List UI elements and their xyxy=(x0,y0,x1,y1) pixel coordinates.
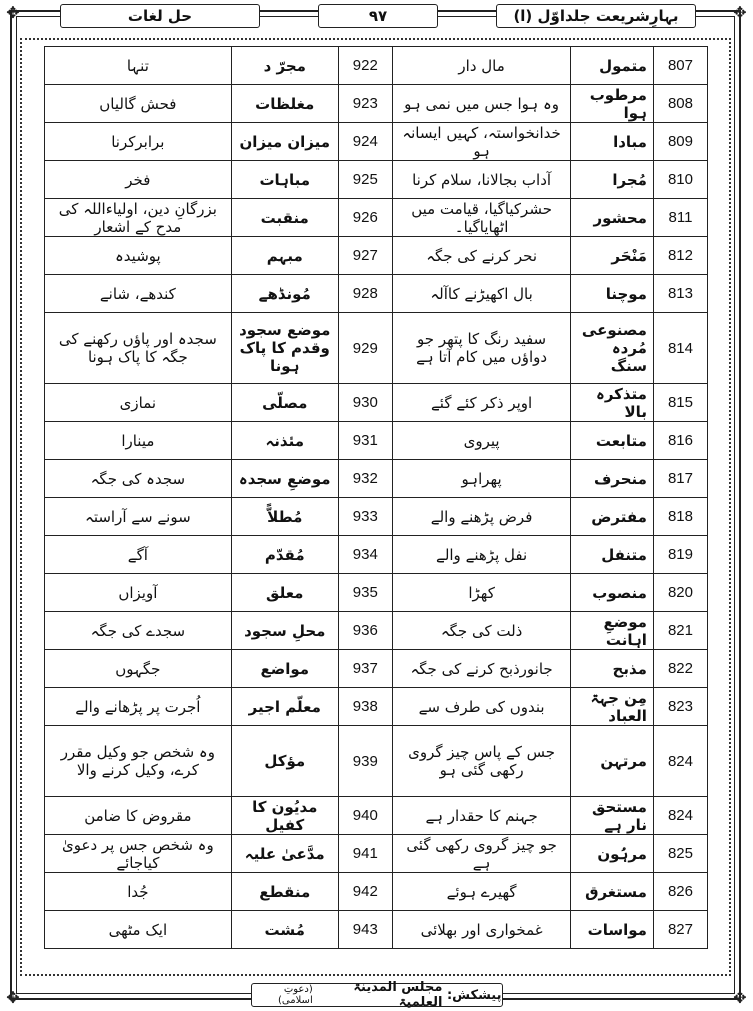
entry-number: 827 xyxy=(653,911,707,949)
entry-number: 930 xyxy=(338,384,392,422)
table-row xyxy=(45,161,708,199)
entry-meaning: اُجرت پر پڑھانے والے xyxy=(45,688,232,726)
entry-number: 925 xyxy=(338,161,392,199)
entry-word: مبادا xyxy=(571,123,654,161)
entry-number: 940 xyxy=(338,797,392,835)
table-row xyxy=(45,313,708,384)
entry-meaning: گھیرے ہوئے xyxy=(392,873,571,911)
table-row xyxy=(45,237,708,275)
table-row xyxy=(45,199,708,237)
entry-word: منحرف xyxy=(571,460,654,498)
entry-meaning: کھڑا xyxy=(392,574,571,612)
entry-meaning: جُدا xyxy=(45,873,232,911)
book-title: بہارِشریعت جلداوّل (ا) xyxy=(496,4,696,28)
entry-number: 943 xyxy=(338,911,392,949)
entry-number: 824 xyxy=(653,726,707,797)
entry-number: 807 xyxy=(653,47,707,85)
entry-meaning: نحر کرنے کی جگہ xyxy=(392,237,571,275)
entry-number: 821 xyxy=(653,612,707,650)
footer-label: پیشکش: xyxy=(446,987,502,1003)
entry-word: مُشت xyxy=(231,911,338,949)
entry-meaning: مقروض کا ضامن xyxy=(45,797,232,835)
entry-word: مغلظات xyxy=(231,85,338,123)
entry-word: موضعِ سجدہ xyxy=(231,460,338,498)
entry-number: 815 xyxy=(653,384,707,422)
entry-meaning: بال اکھیڑنے کاآلہ xyxy=(392,275,571,313)
table-row xyxy=(45,797,708,835)
entry-number: 818 xyxy=(653,498,707,536)
entry-number: 929 xyxy=(338,313,392,384)
entry-number: 812 xyxy=(653,237,707,275)
entry-word: متمول xyxy=(571,47,654,85)
entry-number: 937 xyxy=(338,650,392,688)
entry-meaning: وہ ہوا جس میں نمی ہو xyxy=(392,85,571,123)
page-header xyxy=(60,2,696,30)
entry-word: مباہات xyxy=(231,161,338,199)
entry-number: 813 xyxy=(653,275,707,313)
entry-word: مذبح xyxy=(571,650,654,688)
entry-word: مصنوعی مُردہ سنگ xyxy=(571,313,654,384)
entry-meaning: آگے xyxy=(45,536,232,574)
entry-meaning: جگہوں xyxy=(45,650,232,688)
entry-word: مجرّ د xyxy=(231,47,338,85)
entry-number: 823 xyxy=(653,688,707,726)
entry-number: 922 xyxy=(338,47,392,85)
entry-meaning: پھراہو xyxy=(392,460,571,498)
entry-number: 942 xyxy=(338,873,392,911)
entry-meaning: آویزاں xyxy=(45,574,232,612)
entry-word: مصلّی xyxy=(231,384,338,422)
entry-meaning: برابرکرنا xyxy=(45,123,232,161)
entry-word: مرہُون xyxy=(571,835,654,873)
entry-number: 819 xyxy=(653,536,707,574)
table-row xyxy=(45,688,708,726)
entry-word: منقبت xyxy=(231,199,338,237)
entry-word: مُقدّم xyxy=(231,536,338,574)
entry-meaning: ایک مٹھی xyxy=(45,911,232,949)
table-row xyxy=(45,574,708,612)
corner-ornament-icon: ✥ xyxy=(733,988,747,1007)
entry-word: مُجرا xyxy=(571,161,654,199)
entry-number: 938 xyxy=(338,688,392,726)
entry-number: 941 xyxy=(338,835,392,873)
entry-number: 927 xyxy=(338,237,392,275)
entry-meaning: غمخواری اور بھلائی xyxy=(392,911,571,949)
table-row xyxy=(45,275,708,313)
entry-number: 820 xyxy=(653,574,707,612)
entry-meaning: فرض پڑھنے والے xyxy=(392,498,571,536)
entry-number: 928 xyxy=(338,275,392,313)
entry-number: 934 xyxy=(338,536,392,574)
entry-word: موضعِ اہانت xyxy=(571,612,654,650)
entry-number: 924 xyxy=(338,123,392,161)
table-row xyxy=(45,650,708,688)
entry-word: مُطلاًّ xyxy=(231,498,338,536)
entry-meaning: کندھے، شانے xyxy=(45,275,232,313)
entry-meaning: جہنم کا حقدار ہے xyxy=(392,797,571,835)
corner-ornament-icon: ✥ xyxy=(6,988,20,1007)
entry-meaning: نفل پڑھنے والے xyxy=(392,536,571,574)
entry-word: میزان میزان xyxy=(231,123,338,161)
entry-word: مفترض xyxy=(571,498,654,536)
entry-meaning: حشرکیاگیا، قیامت میں اٹھایاگیا۔ xyxy=(392,199,571,237)
entry-number: 923 xyxy=(338,85,392,123)
entry-word: متنفل xyxy=(571,536,654,574)
entry-word: معلق xyxy=(231,574,338,612)
table-row xyxy=(45,536,708,574)
entry-word: مؤکل xyxy=(231,726,338,797)
entry-meaning: پوشیدہ xyxy=(45,237,232,275)
entry-number: 811 xyxy=(653,199,707,237)
entry-word: مرطوب ہوا xyxy=(571,85,654,123)
entry-number: 926 xyxy=(338,199,392,237)
entry-word: منقطع xyxy=(231,873,338,911)
entry-number: 822 xyxy=(653,650,707,688)
entry-word: مواسات xyxy=(571,911,654,949)
entry-meaning: جانورذبح کرنے کی جگہ xyxy=(392,650,571,688)
entry-number: 810 xyxy=(653,161,707,199)
table-row xyxy=(45,612,708,650)
publisher-footer xyxy=(251,980,503,1010)
entry-meaning: ذلت کی جگہ xyxy=(392,612,571,650)
entry-meaning: بندوں کی طرف سے xyxy=(392,688,571,726)
table-row xyxy=(45,460,708,498)
table-row xyxy=(45,422,708,460)
entry-number: 809 xyxy=(653,123,707,161)
section-title: حل لغات xyxy=(60,4,260,28)
entry-number: 825 xyxy=(653,835,707,873)
entry-word: مدیُون کا کفیل xyxy=(231,797,338,835)
entry-word: محلِ سجود xyxy=(231,612,338,650)
entry-meaning: آداب بجالانا، سلام کرنا xyxy=(392,161,571,199)
entry-meaning: تنہا xyxy=(45,47,232,85)
entry-meaning: سفید رنگ کا پتھر جو دواؤں میں کام آتا ہے xyxy=(392,313,571,384)
footer-publisher: مجلس المدینۃ العلمیۃ xyxy=(353,980,443,1010)
table-row xyxy=(45,835,708,873)
entry-meaning: فخر xyxy=(45,161,232,199)
entry-number: 824 xyxy=(653,797,707,835)
entry-meaning: فحش گالیاں xyxy=(45,85,232,123)
entry-word: مِن جہۃ العباد xyxy=(571,688,654,726)
entry-number: 931 xyxy=(338,422,392,460)
entry-word: مدَّعیٰ علیہ xyxy=(231,835,338,873)
entry-meaning: اوپر ذکر کئے گئے xyxy=(392,384,571,422)
table-row xyxy=(45,123,708,161)
table-row xyxy=(45,726,708,797)
entry-word: مستغرق xyxy=(571,873,654,911)
entry-meaning: وہ شخص جو وکیل مقرر کرے، وکیل کرنے والا xyxy=(45,726,232,797)
glossary-table xyxy=(44,46,708,949)
entry-meaning: سونے سے آراستہ xyxy=(45,498,232,536)
table-row xyxy=(45,85,708,123)
entry-word: مرتہن xyxy=(571,726,654,797)
footer-sub: (دعوتِ اسلامی) xyxy=(278,984,313,1006)
entry-meaning: بزرگانِ دین، اولیاءاللہ کی مدح کے اشعار xyxy=(45,199,232,237)
entry-meaning: وہ شخص جس پر دعویٰ کیاجائے xyxy=(45,835,232,873)
entry-number: 817 xyxy=(653,460,707,498)
entry-meaning: مال دار xyxy=(392,47,571,85)
corner-ornament-icon: ✥ xyxy=(6,3,20,22)
entry-number: 826 xyxy=(653,873,707,911)
entry-number: 932 xyxy=(338,460,392,498)
table-row xyxy=(45,384,708,422)
entry-word: مئذنہ xyxy=(231,422,338,460)
entry-number: 933 xyxy=(338,498,392,536)
entry-word: منصوب xyxy=(571,574,654,612)
corner-ornament-icon: ✥ xyxy=(733,3,747,22)
entry-word: معلّم اجیر xyxy=(231,688,338,726)
entry-word: مستحق نار ہے xyxy=(571,797,654,835)
entry-word: موچنا xyxy=(571,275,654,313)
entry-number: 814 xyxy=(653,313,707,384)
entry-number: 808 xyxy=(653,85,707,123)
entry-word: مُونڈھے xyxy=(231,275,338,313)
entry-number: 816 xyxy=(653,422,707,460)
entry-meaning: سجدہ کی جگہ xyxy=(45,460,232,498)
entry-word: متابعت xyxy=(571,422,654,460)
entry-number: 939 xyxy=(338,726,392,797)
entry-meaning: جو چیز گروی رکھی گئی ہے xyxy=(392,835,571,873)
table-row xyxy=(45,911,708,949)
table-row xyxy=(45,47,708,85)
entry-meaning: مینارا xyxy=(45,422,232,460)
entry-meaning: سجدہ اور پاؤں رکھنے کی جگہ کا پاک ہونا xyxy=(45,313,232,384)
entry-word: مواضع xyxy=(231,650,338,688)
entry-number: 935 xyxy=(338,574,392,612)
entry-meaning: خدانخواستہ، کہیں ایسانہ ہو xyxy=(392,123,571,161)
entry-word: مَنْحَر xyxy=(571,237,654,275)
entry-meaning: نمازی xyxy=(45,384,232,422)
entry-word: مبہم xyxy=(231,237,338,275)
entry-meaning: پیروی xyxy=(392,422,571,460)
entry-meaning: سجدے کی جگہ xyxy=(45,612,232,650)
table-row xyxy=(45,873,708,911)
entry-meaning: جس کے پاس چیز گروی رکھی گئی ہو xyxy=(392,726,571,797)
entry-number: 936 xyxy=(338,612,392,650)
entry-word: متذکرہ بالا xyxy=(571,384,654,422)
page-number: ۹۷ xyxy=(318,4,438,28)
entry-word: محشور xyxy=(571,199,654,237)
table-row xyxy=(45,498,708,536)
entry-word: موضع سجود وقدم کا پاک ہونا xyxy=(231,313,338,384)
